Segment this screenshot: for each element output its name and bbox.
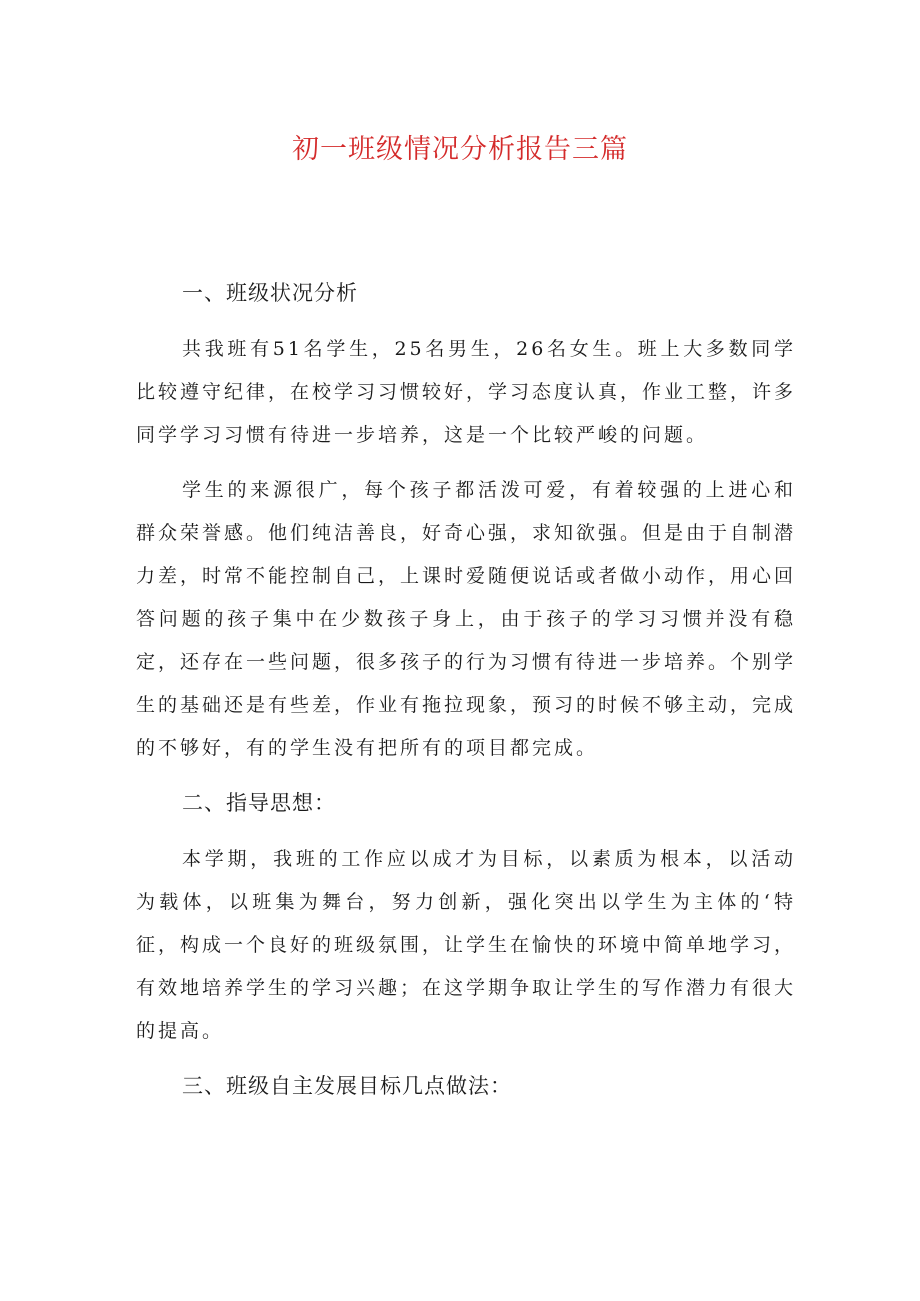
section-2-paragraph-1: 本学期，我班的工作应以成才为目标，以素质为根本，以活动为载体，以班集为舞台，努力创新，强化突出以学生为主体的‘特征，构成一个良好的班级氛围，让学生在愉快的环境中简单地学习，有效地培养学生的学习兴趣；在这学期争取让学生的写作潜力有很大的提高。 [136,848,797,1042]
section-heading-1: 一、班级状况分析 [182,281,358,305]
section-1-paragraph-2: 学生的来源很广，每个孩子都活泼可爱，有着较强的上进心和群众荣誉感。他们纯洁善良，好奇心强，求知欲强。但是由于自制潜力差，时常不能控制自己，上课时爱随便说话或者做小动作，用心回答问题的孩子集中在少数孩子身上，由于孩子的学习习惯并没有稳定，还存在一些问题，很多孩子的行为习惯有待进一步培养。个别学生的基础还是有些差，作业有拖拉现象，预习的时候不够主动，完成的不够好，有的学生没有把所有的项目都完成。 [136,479,797,759]
section-1-paragraph-1: 共我班有51名学生，25名男生，26名女生。班上大多数同学比较遵守纪律，在校学习习惯较好，学习态度认真，作业工整，许多同学学习习惯有待进一步培养，这是一个比较严峻的问题。 [136,338,797,446]
document-title: 初一班级情况分析报告三篇 [292,134,628,165]
document-body [136,272,796,1107]
section-heading-3: 三、班级自主发展目标几点做法： [182,1074,512,1098]
section-heading-2: 二、指导思想： [182,791,336,815]
